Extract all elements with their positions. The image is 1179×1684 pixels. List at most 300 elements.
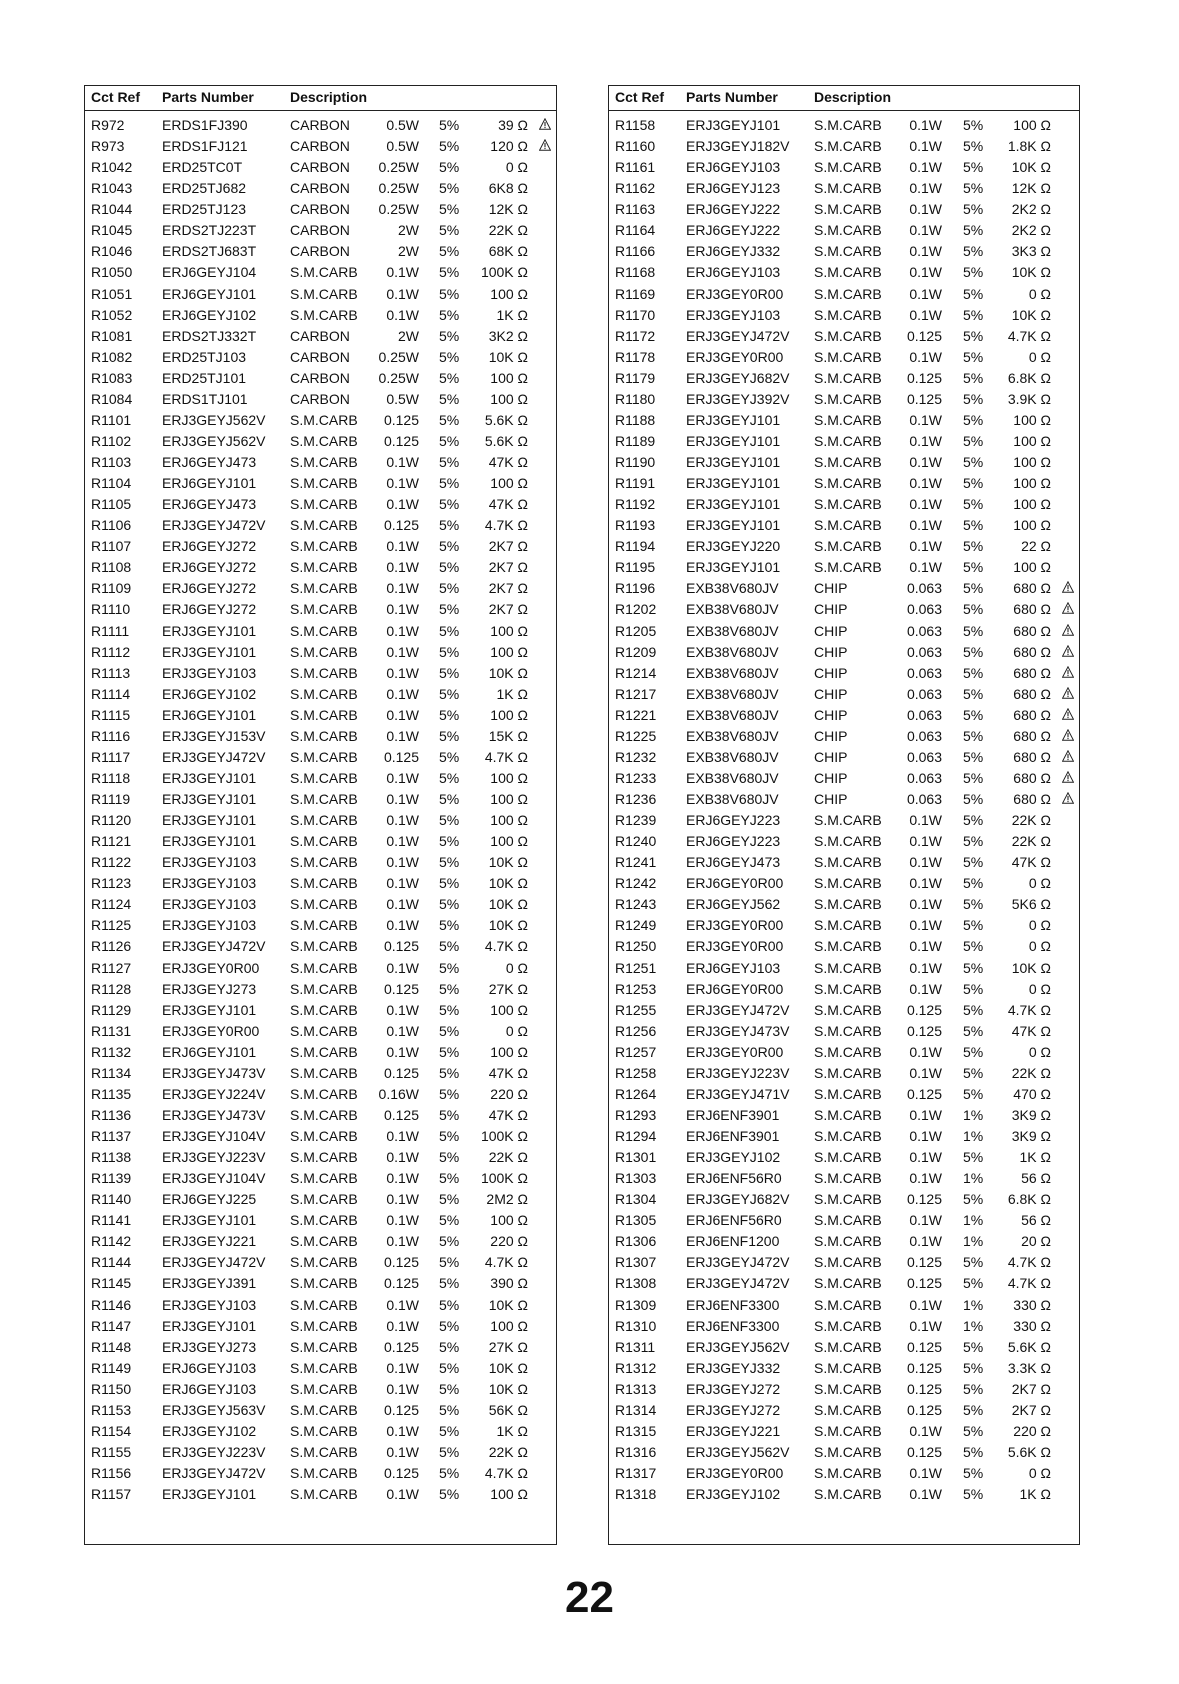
parts-number-cell: ERJ6GEYJ103 (686, 264, 781, 281)
parts-number-cell: ERJ3GEYJ472V (162, 1254, 266, 1271)
wattage-cell: 0.063 (906, 622, 942, 639)
cct-ref-cell: R1257 (615, 1043, 657, 1060)
tolerance-cell: 5% (963, 622, 984, 639)
description-cell: S.M.CARB (290, 812, 358, 829)
table-body (85, 111, 556, 1505)
table-row (85, 347, 556, 368)
description-cell: S.M.CARB (814, 222, 882, 239)
cct-ref-cell: R1102 (91, 432, 132, 449)
table-row (85, 1063, 556, 1084)
cct-ref-cell: R1162 (615, 180, 656, 197)
parts-number-cell: ERJ3GEYJ472V (162, 1465, 266, 1481)
table-row (609, 852, 1079, 873)
value-cell: 4.7K Ω (1007, 1001, 1051, 1018)
value-cell: 22 Ω (1021, 538, 1051, 555)
wattage-cell: 0.1W (909, 980, 942, 997)
value-cell: 680 Ω (1013, 727, 1051, 744)
tolerance-cell: 5% (439, 1254, 460, 1271)
value-cell: 1K Ω (496, 1422, 528, 1439)
parts-number-cell: ERJ3GEYJ103 (162, 875, 257, 892)
parts-number-cell: ERD25TJ682 (162, 180, 247, 197)
cct-ref-cell: R1111 (91, 622, 130, 639)
cct-ref-cell: R1161 (615, 159, 656, 176)
tolerance-cell: 5% (963, 1149, 984, 1166)
table-row (609, 157, 1079, 178)
tolerance-cell: 5% (439, 348, 460, 365)
wattage-cell: 0.1W (386, 1317, 419, 1334)
wattage-cell: 0.1W (909, 159, 942, 176)
description-cell: CARBON (290, 222, 350, 239)
description-cell: S.M.CARB (814, 917, 882, 934)
tolerance-cell: 5% (439, 643, 460, 660)
value-cell: 22K Ω (488, 1443, 528, 1460)
tolerance-cell: 5% (963, 664, 984, 681)
description-cell: S.M.CARB (814, 1106, 882, 1123)
wattage-cell: 0.125 (383, 748, 419, 765)
parts-number-cell: ERJ3GEYJ391 (162, 1275, 257, 1292)
cct-ref-cell: R1050 (91, 264, 133, 281)
cct-ref-cell: R1101 (91, 411, 132, 428)
tolerance-cell: 5% (963, 432, 984, 449)
tolerance-cell: 5% (439, 1317, 460, 1334)
cct-ref-cell: R1189 (615, 432, 656, 449)
tolerance-cell: 5% (963, 727, 984, 744)
wattage-cell: 2W (398, 243, 419, 260)
table-row (85, 578, 556, 599)
warning-triangle-icon (1062, 707, 1074, 719)
parts-number-cell: ERJ3GEYJ471V (686, 1085, 790, 1102)
value-cell: 330 Ω (1013, 1296, 1051, 1313)
parts-number-cell: EXB38V680JV (686, 643, 779, 660)
cct-ref-cell: R1160 (615, 138, 656, 155)
cct-ref-cell: R1125 (91, 917, 132, 934)
description-cell: S.M.CARB (814, 875, 882, 892)
wattage-cell: 0.1W (386, 1191, 419, 1208)
wattage-cell: 0.1W (909, 475, 942, 492)
table-row (85, 178, 556, 199)
cct-ref-cell: R1084 (91, 390, 133, 407)
cct-ref-cell: R1107 (91, 538, 132, 555)
table-row (85, 684, 556, 705)
value-cell: 15K Ω (488, 727, 528, 744)
wattage-cell: 0.1W (909, 517, 942, 534)
value-cell: 10K Ω (1011, 264, 1051, 281)
value-cell: 47K Ω (488, 454, 528, 470)
table-row (85, 768, 556, 789)
parts-number-cell: ERJ6GEYJ101 (162, 285, 257, 302)
parts-number-cell: ERJ3GEYJ101 (686, 496, 781, 513)
table-row (609, 936, 1079, 957)
value-cell: 220 Ω (490, 1085, 528, 1102)
value-cell: 6.8K Ω (1007, 1191, 1051, 1208)
cct-ref-cell: R1193 (615, 517, 656, 534)
tolerance-cell: 5% (439, 938, 460, 955)
parts-number-cell: ERJ3GEYJ182V (686, 138, 790, 155)
table-row (85, 789, 556, 810)
value-cell: 1K Ω (1019, 1486, 1051, 1503)
table-row (609, 452, 1079, 473)
wattage-cell: 0.1W (386, 917, 419, 934)
wattage-cell: 0.1W (909, 1465, 942, 1481)
table-row (609, 431, 1079, 452)
wattage-cell: 0.063 (906, 601, 942, 618)
cct-ref-cell: R1202 (615, 601, 657, 618)
parts-number-cell: EXB38V680JV (686, 601, 779, 618)
table-header (85, 86, 556, 111)
parts-number-cell: ERJ6GEYJ102 (162, 306, 257, 323)
table-row (609, 1316, 1079, 1337)
parts-number-cell: ERJ6ENF1200 (686, 1233, 780, 1250)
table-row (609, 389, 1079, 410)
cct-ref-cell: R1136 (91, 1106, 132, 1123)
warning-triangle-icon (1062, 665, 1074, 677)
table-row (609, 1147, 1079, 1168)
description-cell: CARBON (290, 390, 350, 407)
wattage-cell: 0.5W (386, 138, 419, 155)
wattage-cell: 0.063 (906, 685, 942, 702)
cct-ref-cell: R1170 (615, 306, 656, 323)
tolerance-cell: 5% (963, 938, 984, 955)
cct-ref-cell: R1145 (91, 1275, 132, 1292)
description-cell: S.M.CARB (814, 348, 882, 365)
warning-triangle-icon (1062, 749, 1074, 761)
parts-number-cell: ERJ3GEYJ101 (162, 769, 257, 786)
description-cell: CHIP (814, 727, 848, 744)
table-row (85, 284, 556, 305)
wattage-cell: 0.25W (378, 159, 419, 176)
description-cell: S.M.CARB (290, 1212, 358, 1229)
wattage-cell: 0.1W (386, 1149, 419, 1166)
table-row (609, 1084, 1079, 1105)
value-cell: 10K Ω (488, 1380, 528, 1397)
wattage-cell: 0.125 (383, 1401, 419, 1418)
parts-number-cell: ERJ3GEY0R00 (686, 938, 784, 955)
value-cell: 100 Ω (490, 390, 528, 407)
wattage-cell: 0.1W (386, 475, 419, 492)
table-row (85, 663, 556, 684)
table-header (609, 86, 1079, 111)
cct-ref-cell: R1241 (615, 854, 657, 871)
tolerance-cell: 5% (963, 411, 984, 428)
warning-triangle-icon (539, 117, 551, 129)
table-row (85, 1358, 556, 1379)
parts-number-cell: EXB38V680JV (686, 685, 779, 702)
table-row (85, 1189, 556, 1210)
wattage-cell: 0.5W (386, 390, 419, 407)
description-cell: S.M.CARB (814, 1170, 882, 1187)
description-cell: S.M.CARB (814, 496, 882, 513)
parts-number-cell: ERJ3GEYJ562V (162, 411, 266, 428)
cct-ref-cell: R1148 (91, 1338, 132, 1355)
warning-triangle-icon (1062, 728, 1074, 740)
wattage-cell: 0.125 (906, 1338, 942, 1355)
wattage-cell: 0.25W (378, 369, 419, 386)
description-cell: S.M.CARB (290, 517, 358, 534)
parts-number-cell: ERJ3GEYJ562V (162, 432, 266, 449)
description-cell: S.M.CARB (814, 1254, 882, 1271)
parts-number-cell: ERJ3GEYJ472V (686, 1254, 790, 1271)
parts-number-cell: ERDS1FJ390 (162, 117, 248, 133)
tolerance-cell: 1% (963, 1128, 984, 1144)
parts-number-cell: ERJ3GEYJ102 (686, 1486, 781, 1503)
table-row (85, 1316, 556, 1337)
cct-ref-cell: R1239 (615, 812, 657, 829)
description-cell: CARBON (290, 159, 350, 176)
tolerance-cell: 5% (963, 1338, 984, 1355)
cct-ref-cell: R1081 (91, 327, 133, 344)
value-cell: 100 Ω (1013, 559, 1051, 576)
tolerance-cell: 5% (439, 812, 460, 829)
header-description: Description (290, 89, 368, 105)
value-cell: 3K3 Ω (1011, 243, 1051, 260)
warning-triangle-icon (1062, 601, 1074, 613)
description-cell: S.M.CARB (290, 1085, 358, 1102)
parts-number-cell: ERJ3GEYJ101 (162, 833, 257, 850)
cct-ref-cell: R1118 (91, 769, 131, 786)
tolerance-cell: 5% (963, 159, 984, 176)
description-cell: S.M.CARB (814, 1317, 882, 1334)
tolerance-cell: 5% (963, 285, 984, 302)
parts-number-cell: ERD25TJ101 (162, 369, 247, 386)
table-row (85, 1463, 556, 1484)
table-row (609, 789, 1079, 810)
parts-number-cell: ERJ3GEYJ103 (162, 1296, 257, 1313)
value-cell: 47K Ω (1011, 1022, 1051, 1039)
cct-ref-cell: R1163 (615, 201, 656, 218)
description-cell: CHIP (814, 706, 848, 723)
wattage-cell: 0.1W (386, 833, 419, 850)
wattage-cell: 0.1W (909, 875, 942, 892)
wattage-cell: 0.25W (378, 201, 419, 218)
tolerance-cell: 5% (963, 1085, 984, 1102)
table-row (609, 557, 1079, 578)
description-cell: S.M.CARB (290, 917, 358, 934)
parts-number-cell: ERJ3GEYJ472V (162, 748, 266, 765)
description-cell: S.M.CARB (814, 117, 882, 133)
description-cell: CARBON (290, 327, 350, 344)
tolerance-cell: 5% (963, 748, 984, 765)
tolerance-cell: 5% (439, 180, 460, 197)
value-cell: 100 Ω (490, 1212, 528, 1229)
description-cell: S.M.CARB (814, 1212, 882, 1229)
description-cell: S.M.CARB (290, 264, 358, 281)
value-cell: 4.7K Ω (484, 938, 528, 955)
parts-number-cell: ERJ3GEYJ472V (686, 1275, 790, 1292)
description-cell: S.M.CARB (814, 1422, 882, 1439)
cct-ref-cell: R1305 (615, 1212, 657, 1229)
table-row (85, 1273, 556, 1294)
description-cell: CARBON (290, 138, 350, 155)
table-row (85, 1231, 556, 1252)
parts-number-cell: ERJ3GEYJ223V (162, 1149, 266, 1166)
tolerance-cell: 5% (963, 117, 984, 133)
table-row (609, 473, 1079, 494)
tolerance-cell: 5% (439, 1085, 460, 1102)
table-row (609, 768, 1079, 789)
description-cell: S.M.CARB (290, 727, 358, 744)
description-cell: S.M.CARB (814, 980, 882, 997)
tolerance-cell: 5% (439, 222, 460, 239)
tolerance-cell: 5% (439, 1128, 460, 1144)
tolerance-cell: 5% (439, 306, 460, 323)
description-cell: S.M.CARB (814, 390, 882, 407)
value-cell: 4.7K Ω (1007, 327, 1051, 344)
value-cell: 330 Ω (1013, 1317, 1051, 1334)
wattage-cell: 0.1W (386, 1043, 419, 1060)
parts-number-cell: ERJ6GEYJ223 (686, 812, 781, 829)
value-cell: 0 Ω (505, 1022, 528, 1039)
description-cell: S.M.CARB (814, 1191, 882, 1208)
table-row (609, 663, 1079, 684)
tolerance-cell: 5% (963, 138, 984, 155)
wattage-cell: 0.1W (386, 1001, 419, 1018)
parts-number-cell: ERJ3GEYJ563V (162, 1401, 266, 1418)
parts-number-cell: ERJ6GEYJ223 (686, 833, 781, 850)
cct-ref-cell: R1314 (615, 1401, 657, 1418)
cct-ref-cell: R1190 (615, 454, 656, 470)
wattage-cell: 0.1W (909, 812, 942, 829)
table-row (609, 1189, 1079, 1210)
cct-ref-cell: R1242 (615, 875, 657, 892)
value-cell: 680 Ω (1013, 769, 1051, 786)
tolerance-cell: 5% (963, 1422, 984, 1439)
cct-ref-cell: R1293 (615, 1106, 657, 1123)
wattage-cell: 0.1W (386, 306, 419, 323)
tolerance-cell: 5% (439, 1001, 460, 1018)
value-cell: 5.6K Ω (1007, 1443, 1051, 1460)
wattage-cell: 0.1W (386, 1022, 419, 1039)
description-cell: S.M.CARB (814, 432, 882, 449)
tolerance-cell: 5% (963, 327, 984, 344)
table-row (85, 852, 556, 873)
description-cell: S.M.CARB (814, 1465, 882, 1481)
description-cell: S.M.CARB (814, 1338, 882, 1355)
cct-ref-cell: R1313 (615, 1380, 657, 1397)
tolerance-cell: 5% (963, 917, 984, 934)
table-row (609, 578, 1079, 599)
parts-number-cell: ERJ3GEYJ101 (686, 517, 781, 534)
wattage-cell: 0.1W (909, 117, 942, 133)
value-cell: 100 Ω (490, 769, 528, 786)
value-cell: 2K2 Ω (1011, 201, 1051, 218)
value-cell: 10K Ω (488, 664, 528, 681)
value-cell: 56 Ω (1021, 1170, 1051, 1187)
cct-ref-cell: R1140 (91, 1191, 132, 1208)
tolerance-cell: 5% (439, 1233, 460, 1250)
wattage-cell: 0.125 (906, 1401, 942, 1418)
value-cell: 0 Ω (1028, 348, 1051, 365)
parts-number-cell: ERJ3GEYJ103 (162, 664, 257, 681)
value-cell: 0 Ω (1028, 1465, 1051, 1481)
tolerance-cell: 5% (963, 538, 984, 555)
description-cell: S.M.CARB (290, 1296, 358, 1313)
tolerance-cell: 5% (439, 685, 460, 702)
wattage-cell: 0.1W (909, 1043, 942, 1060)
wattage-cell: 0.1W (909, 411, 942, 428)
parts-number-cell: ERJ3GEYJ101 (686, 411, 781, 428)
description-cell: S.M.CARB (290, 1106, 358, 1123)
warning-triangle-icon (1062, 686, 1074, 698)
tolerance-cell: 5% (963, 854, 984, 871)
wattage-cell: 0.125 (383, 980, 419, 997)
parts-number-cell: ERJ6GEYJ272 (162, 580, 257, 597)
wattage-cell: 0.063 (906, 664, 942, 681)
table-row (609, 1210, 1079, 1231)
description-cell: CHIP (814, 580, 848, 597)
tolerance-cell: 5% (439, 264, 460, 281)
table-row (609, 979, 1079, 1000)
tolerance-cell: 1% (963, 1296, 984, 1313)
description-cell: CHIP (814, 643, 848, 660)
header-cct-ref: Cct Ref (91, 89, 141, 105)
cct-ref-cell: R1249 (615, 917, 657, 934)
cct-ref-cell: R1146 (91, 1296, 132, 1313)
table-row (609, 536, 1079, 557)
cct-ref-cell: R1301 (615, 1149, 657, 1166)
parts-number-cell: ERJ3GEYJ472V (686, 1001, 790, 1018)
value-cell: 22K Ω (488, 1149, 528, 1166)
parts-number-cell: ERJ6GEYJ222 (686, 222, 781, 239)
wattage-cell: 0.1W (386, 559, 419, 576)
parts-number-cell: ERD25TC0T (162, 159, 243, 176)
cct-ref-cell: R1232 (615, 748, 657, 765)
parts-number-cell: ERJ3GEYJ101 (162, 622, 257, 639)
value-cell: 220 Ω (1013, 1422, 1051, 1439)
cct-ref-cell: R1225 (615, 727, 657, 744)
table-row (85, 557, 556, 578)
table-row (609, 284, 1079, 305)
tolerance-cell: 5% (439, 980, 460, 997)
table-row (85, 599, 556, 620)
table-row (85, 220, 556, 241)
parts-number-cell: ERJ3GEYJ101 (686, 117, 781, 133)
tolerance-cell: 5% (963, 685, 984, 702)
table-row (85, 979, 556, 1000)
value-cell: 100 Ω (490, 1317, 528, 1334)
wattage-cell: 0.125 (383, 1338, 419, 1355)
cct-ref-cell: R1138 (91, 1149, 132, 1166)
table-row (85, 726, 556, 747)
value-cell: 1K Ω (496, 685, 528, 702)
cct-ref-cell: R1153 (91, 1401, 132, 1418)
cct-ref-cell: R1169 (615, 285, 656, 302)
table-row (609, 915, 1079, 936)
parts-number-cell: ERJ3GEY0R00 (686, 917, 784, 934)
cct-ref-cell: R1168 (615, 264, 656, 281)
table-row (85, 136, 556, 157)
description-cell: CARBON (290, 180, 350, 197)
wattage-cell: 0.125 (906, 1443, 942, 1460)
parts-number-cell: ERJ3GEY0R00 (686, 1465, 784, 1481)
description-cell: S.M.CARB (814, 264, 882, 281)
parts-number-cell: ERJ3GEYJ153V (162, 727, 266, 744)
tolerance-cell: 5% (439, 1170, 460, 1187)
tolerance-cell: 5% (439, 769, 460, 786)
parts-number-cell: ERJ3GEYJ223V (162, 1443, 266, 1460)
description-cell: S.M.CARB (814, 306, 882, 323)
table-row (85, 410, 556, 431)
wattage-cell: 0.1W (386, 896, 419, 913)
wattage-cell: 0.1W (909, 306, 942, 323)
table-row (609, 1442, 1079, 1463)
parts-number-cell: ERJ3GEY0R00 (686, 285, 784, 302)
table-row (609, 241, 1079, 262)
warning-triangle-icon (1062, 791, 1074, 803)
description-cell: CARBON (290, 348, 350, 365)
description-cell: S.M.CARB (814, 369, 882, 386)
tolerance-cell: 5% (963, 559, 984, 576)
cct-ref-cell: R1306 (615, 1233, 657, 1250)
